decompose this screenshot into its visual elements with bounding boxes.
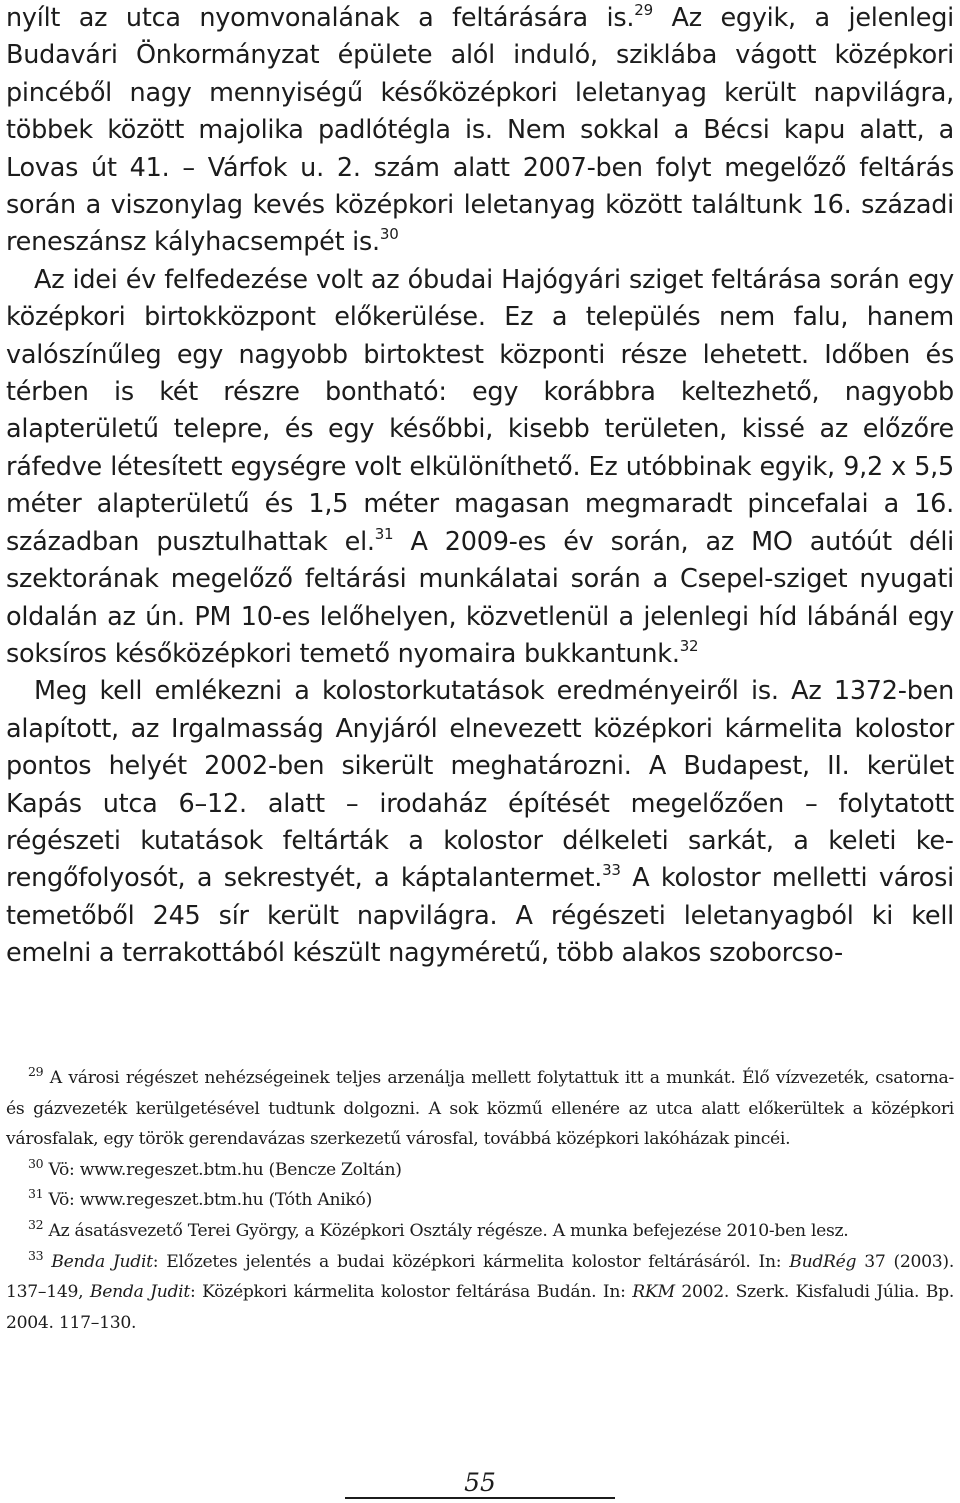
footnote-text: : Előzetes jelentés a budai középkori kármelita kolostor feltárásáról. In: (152, 1251, 790, 1272)
footnote-30 (6, 1155, 954, 1186)
footnote-29 (6, 1063, 954, 1155)
footnote-number: 31 (28, 1186, 44, 1202)
paragraph-text: Meg kell emlékezni a kolostorkutatások eredményeiről is. Az 1372-ben alapított, az Irgalmasság Anyjáról elnevezett középkori kármelita kolostor pontos helyét 2002-ben sikerült meghatározni. A Budapest, II. kerület Kapás utca 6–12. alatt – irodaház építését megelőzően – folytatott régészeti kutatások feltárták a kolostor délkeleti sarkát, a keleti kerengőfolyosót, a sekrestyét, a káptalantermet. (6, 676, 954, 894)
footer-rule (345, 1497, 615, 1499)
footnote-number: 30 (28, 1155, 44, 1171)
footnote-ref-29[interactable]: 29 (634, 1, 653, 19)
author-name: Benda Judit (51, 1251, 153, 1272)
journal-name: RKM (632, 1282, 675, 1303)
footnote-32 (6, 1216, 954, 1247)
footnote-text: A városi régészet nehézségeinek teljes arzenálja mellett folytattuk itt a munkát. Élő vízvezeték, csatorna- és gázvezeték kerülgetésével tudtunk dolgozni. A sok közmű ellenére az utca alatt előkerültek a középkori városfalak, egy török gerendavázas szerkezetű városfal, továbbá középkori lakóházak pincéi. (6, 1068, 954, 1150)
author-name: Benda Judit (89, 1282, 190, 1303)
footnote-ref-32[interactable]: 32 (679, 636, 699, 655)
footnote-ref-31[interactable]: 31 (374, 524, 394, 543)
paragraph-text: Az idei év felfedezése volt az óbudai Hajógyári sziget feltárása során egy középkori birtokközpont előkerülése. Ez a település nem falu, hanem valószínűleg egy nagyobb birtoktest központi része lehetett. Időben és térben is két részre bontható: egy korábbra keltezhető, nagyobb alapterületű telepre, és egy későbbi, kisebb területen, kissé az előzőre ráfedve létesített egységre volt elkülöníthető. Ez utóbbinak egyik, 9,2 x 5,5 méter alapterületű és 1,5 méter magasan megmaradt pincefalai a 16. században pusztulhattak el. (6, 264, 954, 557)
footnote-text: : Középkori kármelita kolostor feltárása Budán. In: (190, 1282, 633, 1303)
footnote-text: 37 (2003). 137–149, (6, 1251, 954, 1303)
footnotes (6, 1063, 954, 1338)
footnote-number: 32 (28, 1216, 44, 1232)
footnote-number: 33 (28, 1247, 44, 1263)
footnote-ref-33[interactable]: 33 (602, 861, 621, 880)
journal-name: BudRég (789, 1251, 857, 1272)
paragraph-text: A 2009-es év során, az MO autóút déli szektorának megelőző feltárási munkálatai során a Csepel-sziget nyugati oldalán az ún. PM 10-es lelőhelyen, közvetlenül a jelenlegi híd lábánál egy soksíros későközépkori temető nyomaira bukkantunk. (6, 526, 954, 669)
main-text (6, 0, 954, 973)
footnote-text: Vö: www.regeszet.btm.hu (Tóth Anikó) (43, 1190, 372, 1211)
paragraph-1 (6, 0, 954, 262)
footnote-ref-30[interactable]: 30 (379, 225, 399, 244)
paragraph-text: nyílt az utca nyomvonalának a feltárására is. (6, 3, 635, 33)
footnote-33 (6, 1247, 954, 1339)
footnote-31 (6, 1185, 954, 1216)
footnote-text: Az ásatásvezető Terei György, a Középkori Osztály régésze. A munka befejezése 2010-ben lesz. (43, 1220, 849, 1241)
paragraph-2 (6, 262, 954, 673)
paragraph-3 (6, 673, 954, 972)
footnote-text: Vö: www.regeszet.btm.hu (Bencze Zoltán) (43, 1159, 402, 1180)
page-number: 55 (464, 1468, 496, 1497)
paragraph-text: A kolostor melletti városi temetőből 245 sír került napvilágra. A régészeti leletanyagból ki kell emelni a terrakottából készült nagyméretű, több alakos szoborcso- (6, 863, 954, 969)
footnote-text: 2002. Szerk. Kisfaludi Júlia. Bp. 2004. 117–130. (6, 1282, 955, 1333)
footnote-number: 29 (28, 1064, 44, 1079)
paragraph-text: Az egyik, a jelenlegi Budavári Önkormányzat épülete alól induló, sziklába vágott középkori pincéből nagy mennyiségű későközépkori leletanyag került napvilágra, többek között majolika padlótégla is. Nem sokkal a Bécsi kapu alatt, a Lovas út 41. – Várfok u. 2. szám alatt 2007-ben folyt megelőző feltárás során a viszonylag kevés középkori leletanyag között találtunk 16. századi reneszánsz kályhacsempét is. (6, 3, 954, 258)
